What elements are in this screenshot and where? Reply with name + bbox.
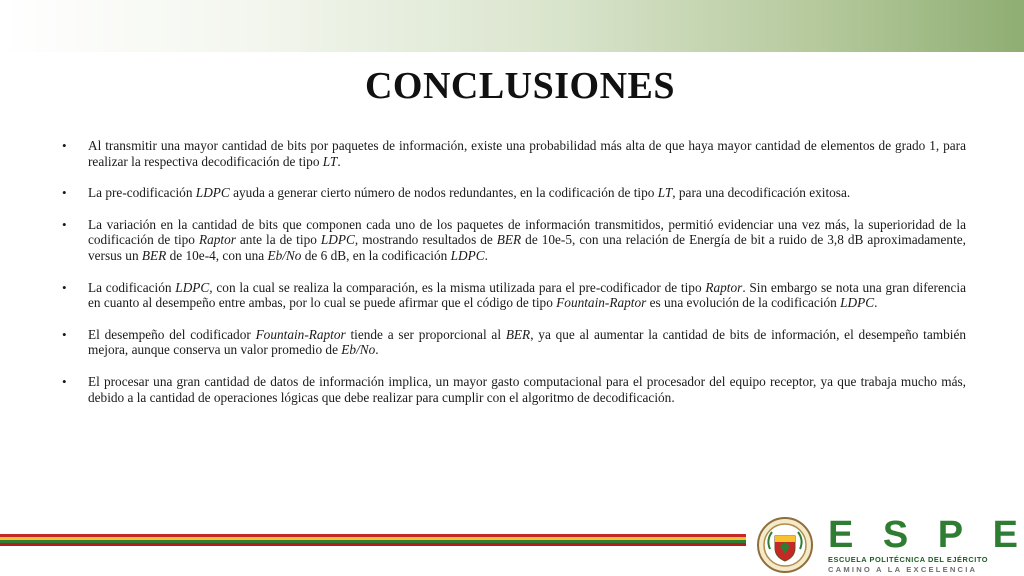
emphasized-term: Raptor [705, 279, 743, 295]
text-segment: . Sin embargo se nota una gran diferencia en cuanto al desempeño entre ambas, por lo cual se puede afirmar que el código de tipo [88, 279, 967, 311]
text-segment: es una evolución de la codificación [646, 295, 841, 311]
emphasized-term: Eb/No [341, 342, 376, 358]
conclusion-item [62, 185, 966, 201]
emphasized-term: Eb/No [267, 247, 302, 263]
emphasized-term: LDPC [320, 232, 355, 248]
text-segment: , para una decodificación exitosa. [672, 185, 851, 201]
logo-letter: E [828, 514, 854, 556]
text-segment: . [375, 342, 379, 358]
text-segment: La codificación [88, 279, 176, 295]
emphasized-term: Raptor [198, 232, 236, 248]
conclusion-text [88, 280, 966, 311]
emphasized-term: LDPC [195, 185, 230, 201]
conclusion-item [62, 138, 966, 169]
university-seal-icon [756, 516, 814, 574]
text-segment: . [484, 247, 488, 263]
emphasized-term: BER [505, 326, 531, 342]
text-segment: . [337, 153, 341, 169]
conclusion-text [88, 138, 966, 169]
conclusion-item [62, 374, 966, 405]
bullet-icon: • [62, 216, 67, 232]
logo-letter: E [992, 514, 1018, 556]
text-segment: Al transmitir una mayor cantidad de bits por paquetes de información, existe una probabilidad más alta de que haya mayor cantidad de elementos de grado 1, para realizar la respectiva decodificación de tipo [88, 138, 966, 169]
text-segment: con la cual se realiza la comparación, es la misma utilizada para el pre-codificador de tipo [212, 279, 706, 295]
text-segment: tiende a ser proporcional al [345, 326, 506, 342]
emphasized-term: BER [496, 232, 522, 248]
conclusion-text [88, 374, 966, 405]
flag-stripes [0, 534, 746, 546]
text-segment: , mostrando resultados de [354, 232, 497, 248]
bullet-icon: • [62, 279, 67, 295]
text-segment: , ya que al aumentar la cantidad de bits de información, el desempeño también mejora, aunque conserva un valor promedio de [88, 326, 966, 358]
emphasized-term: BER [141, 247, 167, 263]
slide-title: CONCLUSIONES [364, 65, 676, 107]
conclusions-list [62, 138, 966, 421]
text-segment: El procesar una gran cantidad de datos de información implica, un mayor gasto computacional para el procesador del equipo receptor, ya que trabaja mucho más, debido a la cantidad de operaciones lógicas que debe realizar para cumplir con el algoritmo de decodificación. [88, 373, 966, 405]
logo-letter: P [937, 514, 964, 556]
logo-tagline: CAMINO A LA EXCELENCIA [828, 565, 978, 574]
bullet-icon: • [62, 373, 67, 389]
text-segment: ante la de tipo [235, 232, 321, 248]
emphasized-term: Fountain-Raptor [556, 295, 647, 311]
text-segment: . [874, 295, 878, 311]
header-gradient-band [0, 0, 1024, 52]
bullet-icon: • [62, 138, 67, 153]
text-segment: El desempeño del codificador [88, 326, 256, 342]
text-segment: de 10e-5, con una relación de Energía de bit a ruido de 3,8 dB aproximadamente, versus un [88, 232, 966, 263]
conclusion-text [88, 327, 966, 358]
conclusion-text [88, 185, 850, 200]
espe-logo [756, 512, 1024, 576]
emphasized-term: Fountain-Raptor [255, 326, 346, 342]
emphasized-term: LT [322, 153, 338, 169]
emphasized-term: LDPC, [175, 279, 213, 295]
emphasized-term: LDPC [450, 247, 485, 263]
conclusion-item [62, 280, 966, 311]
conclusion-text [88, 217, 966, 263]
espe-wordmark [828, 514, 1018, 556]
text-segment: de 10e-4, con una [166, 247, 268, 263]
logo-subtitle: ESCUELA POLITÉCNICA DEL EJÉRCITO [828, 555, 989, 564]
text-segment: de 6 dB, en la codificación [301, 247, 451, 263]
text-segment: La variación en la cantidad de bits que componen cada uno de los paquetes de información transmitidos, permitió evidenciar una vez más, la superioridad de la codificación de tipo [88, 216, 966, 248]
conclusion-item [62, 217, 966, 264]
bullet-icon: • [62, 185, 67, 201]
conclusion-item [62, 327, 966, 358]
bullet-icon: • [62, 326, 67, 342]
logo-letter: S [882, 514, 909, 556]
text-segment: ayuda a generar cierto número de nodos redundantes, en la codificación de tipo [229, 185, 658, 201]
text-segment: La pre-codificación [88, 185, 196, 201]
emphasized-term: LT [657, 185, 673, 201]
emphasized-term: LDPC [840, 295, 875, 311]
